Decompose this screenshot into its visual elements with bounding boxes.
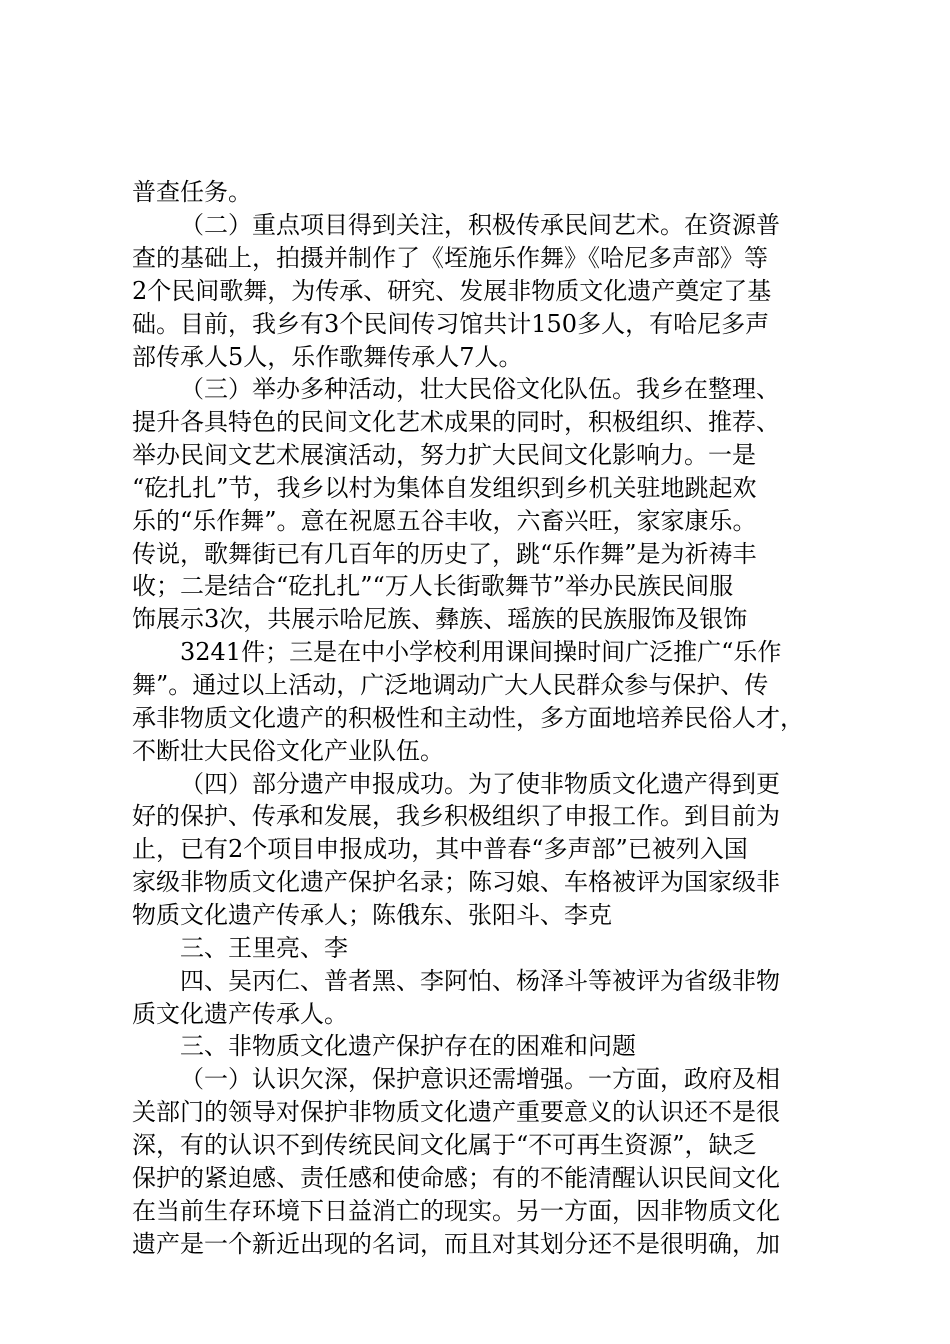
text-line: 质文化遗产传承人。 [132, 1000, 348, 1028]
text-line: 乐的“乐作舞”。意在祝愿五谷丰收，六畜兴旺，家家康乐。 [132, 507, 757, 535]
text-line: 普查任务。 [132, 178, 252, 206]
text-line: 收；二是结合“矻扎扎”“万人长街歌舞节”举办民族民间服 [132, 572, 734, 600]
text-line: 三、王里亮、李 [180, 934, 348, 962]
text-line: 遗产是一个新近出现的名词，而且对其划分还不是很明确，加 [132, 1230, 780, 1258]
text-line: 2个民间歌舞，为传承、研究、发展非物质文化遗产奠定了基 [132, 277, 772, 305]
text-line: （四）部分遗产申报成功。为了使非物质文化遗产得到更 [180, 770, 780, 798]
text-line: 传说，歌舞街已有几百年的历史了，跳“乐作舞”是为祈祷丰 [132, 540, 757, 568]
text-line: 饰展示3次，共展示哈尼族、彝族、瑶族的民族服饰及银饰 [132, 605, 748, 633]
text-line: 在当前生存环境下日益消亡的现实。另一方面，因非物质文化 [132, 1197, 780, 1225]
text-line: 不断壮大民俗文化产业队伍。 [132, 737, 444, 765]
text-line: 部传承人5人，乐作歌舞传承人7人。 [132, 343, 523, 371]
text-line: 3241件；三是在中小学校利用课间操时间广泛推广“乐作 [180, 638, 782, 666]
text-line: 深，有的认识不到传统民间文化属于“不可再生资源”，缺乏 [132, 1131, 757, 1159]
text-line: 关部门的领导对保护非物质文化遗产重要意义的认识还不是很 [132, 1098, 780, 1126]
text-line: 三、非物质文化遗产保护存在的困难和问题 [180, 1032, 636, 1060]
text-line: 好的保护、传承和发展，我乡积极组织了申报工作。到目前为 [132, 802, 780, 830]
text-line: 舞”。通过以上活动，广泛地调动广大人民群众参与保护、传 [132, 671, 769, 699]
text-line: （一）认识欠深，保护意识还需增强。一方面，政府及相 [180, 1065, 780, 1093]
text-line: 物质文化遗产传承人；陈俄东、张阳斗、李克 [132, 901, 612, 929]
text-line: 止，已有2个项目申报成功，其中普春“多声部”已被列入国 [132, 835, 748, 863]
text-line: 查的基础上，拍摄并制作了《垤施乐作舞》《哈尼多声部》等 [132, 244, 768, 272]
text-line: “矻扎扎”节，我乡以村为集体自发组织到乡机关驻地跳起欢 [132, 474, 757, 502]
text-line: （二）重点项目得到关注，积极传承民间艺术。在资源普 [180, 211, 780, 239]
text-line: 举办民间文艺术展演活动，努力扩大民间文化影响力。一是 [132, 441, 756, 469]
text-line: 保护的紧迫感、责任感和使命感；有的不能清醒认识民间文化 [132, 1164, 780, 1192]
text-line: 础。目前，我乡有3个民间传习馆共计150多人，有哈尼多声 [132, 310, 770, 338]
text-line: 提升各具特色的民间文化艺术成果的同时，积极组织、推荐、 [132, 408, 780, 436]
text-line: 承非物质文化遗产的积极性和主动性，多方面地培养民俗人才， [132, 704, 804, 732]
text-line: 四、吴丙仁、普者黑、李阿怕、杨泽斗等被评为省级非物 [180, 967, 780, 995]
text-line: （三）举办多种活动，壮大民俗文化队伍。我乡在整理、 [180, 375, 780, 403]
text-line: 家级非物质文化遗产保护名录；陈习娘、车格被评为国家级非 [132, 868, 780, 896]
